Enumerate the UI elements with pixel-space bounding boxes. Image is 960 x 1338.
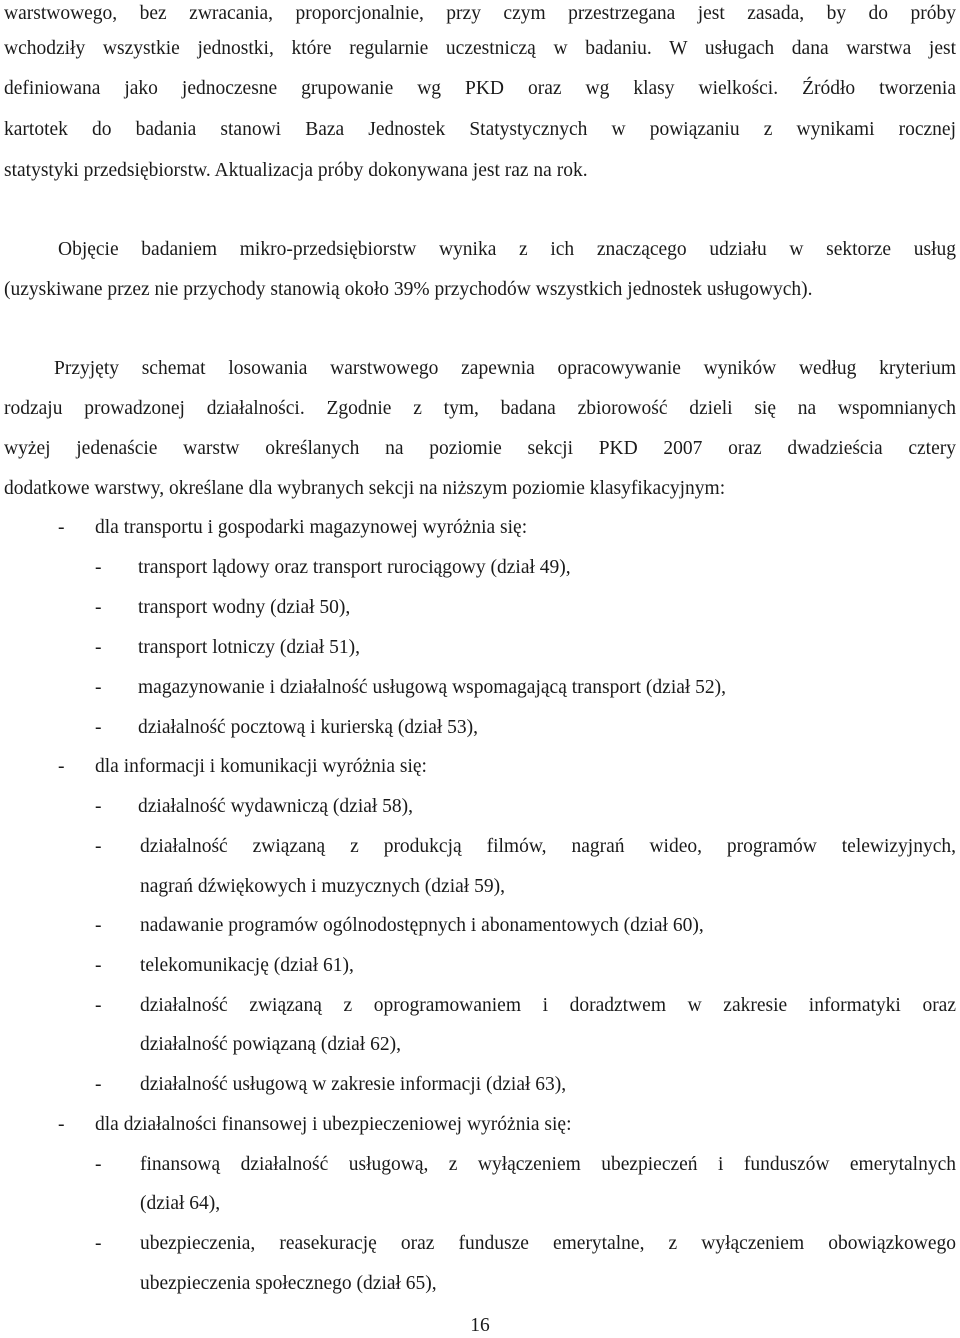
list-dash: - xyxy=(95,1233,102,1254)
list-item: transport lądowy oraz transport rurociągowy (dział 49), xyxy=(138,557,571,578)
list-dash: - xyxy=(95,955,102,976)
paragraph-1-line-4: kartotek do badania stanowi Baza Jednostek Statystycznych w powiązaniu z wynikami rocznej xyxy=(4,119,956,140)
list-item: telekomunikację (dział 61), xyxy=(140,955,354,976)
list-dash: - xyxy=(95,836,102,857)
list-item: finansową działalność usługową, z wyłączeniem ubezpieczeń i funduszów emerytalnych xyxy=(140,1154,956,1175)
list-item: działalność usługową w zakresie informacji (dział 63), xyxy=(140,1074,567,1095)
list-dash: - xyxy=(58,1114,65,1135)
list-item-continuation: (dział 64), xyxy=(140,1193,221,1214)
list-dash: - xyxy=(95,637,102,658)
list-dash: - xyxy=(58,517,65,538)
list-item: transport wodny (dział 50), xyxy=(138,597,351,618)
list-dash: - xyxy=(95,1074,102,1095)
paragraph-2-line-2: (uzyskiwane przez nie przychody stanowią około 39% przychodów wszystkich jednostek usługowych). xyxy=(4,279,813,300)
list-dash: - xyxy=(95,995,102,1016)
list-group-finance-label: dla działalności finansowej i ubezpieczeniowej wyróżnia się: xyxy=(95,1114,572,1135)
list-item-continuation: nagrań dźwiękowych i muzycznych (dział 59), xyxy=(140,876,505,897)
paragraph-1-line-2: wchodziły wszystkie jednostki, które regularnie uczestniczą w badaniu. W usługach dana warstwa jest xyxy=(4,38,956,59)
list-dash: - xyxy=(95,717,102,738)
paragraph-2-line-1: Objęcie badaniem mikro-przedsiębiorstw wynika z ich znaczącego udziału w sektorze usług xyxy=(58,239,956,260)
list-item: działalność związaną z produkcją filmów, nagrań wideo, programów telewizyjnych, xyxy=(140,836,956,857)
list-group-transport-label: dla transportu i gospodarki magazynowej wyróżnia się: xyxy=(95,517,528,538)
paragraph-1-line-5: statystyki przedsiębiorstw. Aktualizacja próby dokonywana jest raz na rok. xyxy=(4,160,588,181)
paragraph-3-line-2: rodzaju prowadzonej działalności. Zgodnie z tym, badana zbiorowość dzieli się na wspomnianych xyxy=(4,398,956,419)
list-dash: - xyxy=(95,677,102,698)
list-item: działalność związaną z oprogramowaniem i doradztwem w zakresie informatyki oraz xyxy=(140,995,956,1016)
paragraph-1-line-1: warstwowego, bez zwracania, proporcjonalnie, przy czym przestrzegana jest zasada, by do próby xyxy=(4,3,956,24)
list-group-information-label: dla informacji i komunikacji wyróżnia się: xyxy=(95,756,427,777)
list-item: nadawanie programów ogólnodostępnych i abonamentowych (dział 60), xyxy=(140,915,704,936)
list-item: magazynowanie i działalność usługową wspomagającą transport (dział 52), xyxy=(138,677,727,698)
paragraph-3-line-1: Przyjęty schemat losowania warstwowego zapewnia opracowywanie wyników według kryterium xyxy=(54,358,956,379)
paragraph-3-line-3: wyżej jedenaście warstw określanych na poziomie sekcji PKD 2007 oraz dwadzieścia cztery xyxy=(4,438,956,459)
list-dash: - xyxy=(95,597,102,618)
paragraph-3-line-4: dodatkowe warstwy, określane dla wybranych sekcji na niższym poziomie klasyfikacyjnym: xyxy=(4,478,726,499)
list-dash: - xyxy=(95,796,102,817)
paragraph-1-line-3: definiowana jako jednoczesne grupowanie wg PKD oraz wg klasy wielkości. Źródło tworzenia xyxy=(4,78,956,99)
list-dash: - xyxy=(95,1154,102,1175)
list-item-continuation: ubezpieczenia społecznego (dział 65), xyxy=(140,1273,437,1294)
list-item: działalność pocztową i kurierską (dział 53), xyxy=(138,717,479,738)
page-number: 16 xyxy=(470,1315,490,1336)
list-dash: - xyxy=(95,915,102,936)
list-item: ubezpieczenia, reasekurację oraz fundusze emerytalne, z wyłączeniem obowiązkowego xyxy=(140,1233,956,1254)
list-dash: - xyxy=(95,557,102,578)
list-item: działalność wydawniczą (dział 58), xyxy=(138,796,414,817)
list-item-continuation: działalność powiązaną (dział 62), xyxy=(140,1034,401,1055)
list-dash: - xyxy=(58,756,65,777)
list-item: transport lotniczy (dział 51), xyxy=(138,637,361,658)
